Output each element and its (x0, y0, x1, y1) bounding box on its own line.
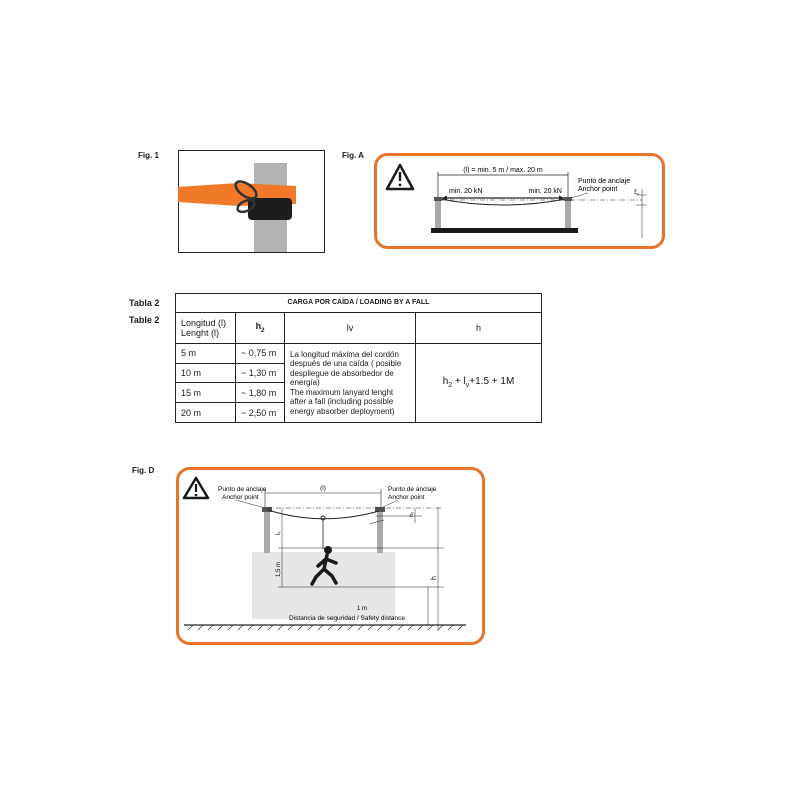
figD-margin-label: 1 m (356, 606, 368, 612)
col-length-en: Lenght (l) (181, 327, 220, 338)
post-right (377, 511, 383, 553)
figD-diagram (176, 467, 485, 648)
col-lv-header: lv (285, 312, 416, 343)
fig1-label: Fig. 1 (138, 151, 159, 160)
length-cell: 10 m (176, 363, 236, 383)
figD-span-label: (l) (320, 485, 326, 492)
table-label-es: Tabla 2 (129, 298, 160, 308)
col-length-es: Longitud (l) (181, 317, 227, 328)
lv-description: La longitud máxima del cordón después de una caída ( posible despliegue de absorbedor de energía) The maximum lanyard lenght after a fall (including possible energy absorber deployment) (285, 343, 416, 422)
h2-cell: ~ 1,30 m (236, 363, 285, 383)
h2-cell: ~ 0,75 m (236, 343, 285, 363)
figA-base (431, 228, 578, 233)
h2-cell: ~ 2,50 m (236, 403, 285, 423)
figA-force-left: min. 20 kN (449, 188, 483, 195)
post-left (435, 200, 441, 228)
figA-span-label: (l) = min. 5 m / max. 20 m (463, 167, 543, 174)
figA-force-right: min. 20 kN (528, 188, 562, 195)
figA-diagram (374, 153, 665, 249)
figA-small-dim: ƒᵐ (634, 188, 640, 195)
figD-safety-label: Distancia de seguridad / Safety distance (289, 615, 405, 622)
h-formula: $h_2 + l_v+1.5 + 1M$ (416, 343, 542, 422)
figD-h-label: h (431, 576, 438, 580)
post-right (565, 200, 571, 228)
h2-cell: ~ 1,80 m (236, 383, 285, 403)
post-left (264, 511, 270, 553)
figD-h2-label: h₂ (409, 511, 415, 517)
figA-anchor-en: Anchor point (578, 186, 618, 193)
figD-body-label: 1,5 m (276, 561, 282, 577)
figD-label: Fig. D (132, 466, 155, 475)
length-cell: 5 m (176, 343, 236, 363)
figA-anchor-es: Punto de anclaje (578, 178, 631, 185)
figD-anchor-right-en: Anchor point (388, 494, 425, 501)
length-cell: 15 m (176, 383, 236, 403)
figD-anchor-right-es: Punto de anclaje (388, 486, 437, 493)
length-cell: 20 m (176, 403, 236, 423)
loading-table (175, 293, 542, 423)
col-h2-header: $h_2$ (236, 312, 285, 343)
figD-lv-label: lᵥ (276, 531, 282, 535)
figD-anchor-left-en: Anchor point (222, 494, 259, 501)
col-length-header (176, 312, 236, 343)
table-label-en: Table 2 (129, 315, 160, 325)
col-h-header: h (416, 312, 542, 343)
fig1-strap-illustration (178, 150, 325, 253)
table-title: CARGA POR CAÍDA / LOADING BY A FALL (176, 294, 542, 313)
figA-label: Fig. A (342, 151, 364, 160)
figD-anchor-left-es: Punto de anclaje (218, 486, 267, 493)
